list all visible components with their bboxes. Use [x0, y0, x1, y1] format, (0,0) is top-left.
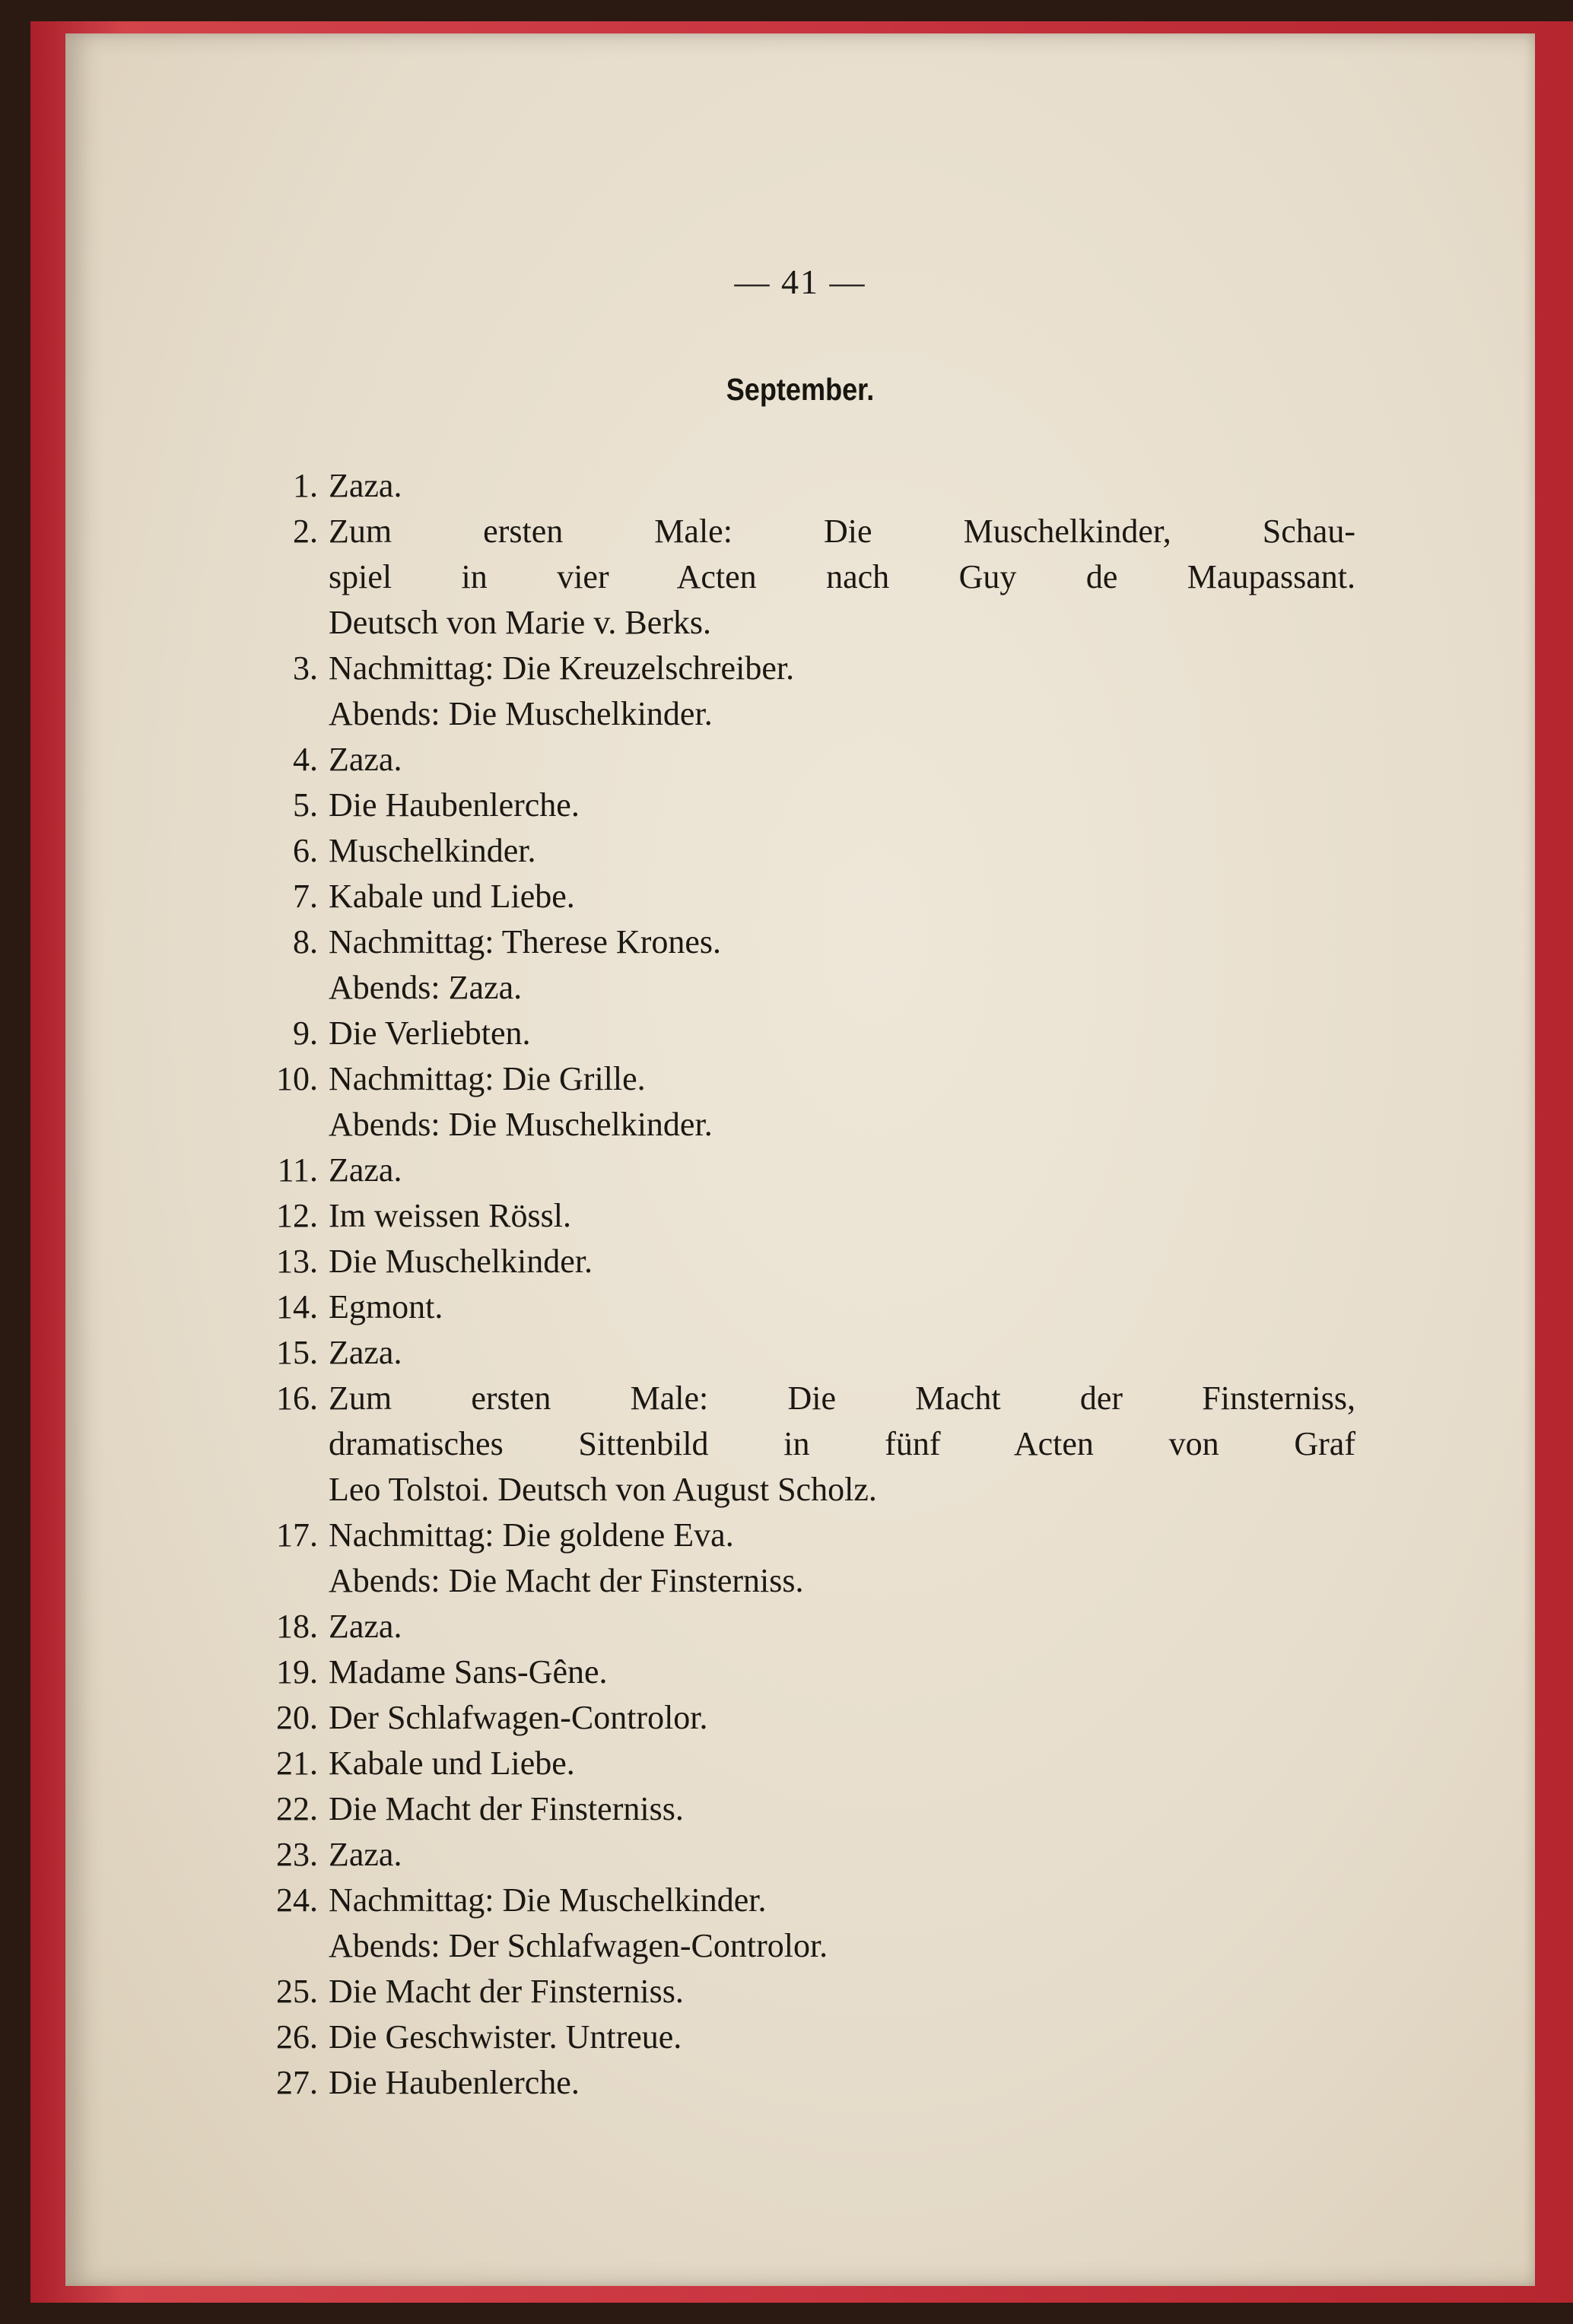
entry-number: 5.: [293, 786, 318, 824]
entry-number: 16.: [276, 1379, 318, 1417]
list-item: [248, 1832, 1355, 1878]
entry-line: Kabale und Liebe.: [329, 1745, 575, 1782]
entry-line: Zaza.: [329, 1836, 402, 1873]
entry-text: [329, 919, 1355, 1011]
entry-line: Die Muschelkinder.: [329, 1243, 593, 1280]
list-item: [248, 783, 1355, 828]
list-item: [248, 1513, 1355, 1604]
list-item: [248, 2060, 1355, 2106]
entry-text: [329, 783, 1355, 828]
entry-text: [329, 1376, 1355, 1513]
entry-line: spiel in vier Acten nach Guy de Maupassant.: [329, 558, 1355, 595]
entry-text: [329, 1330, 1355, 1376]
entry-number: 19.: [276, 1653, 318, 1691]
list-item: [248, 1604, 1355, 1649]
list-item: [248, 646, 1355, 737]
entry-line: Zaza.: [329, 741, 402, 778]
entry-line: Im weissen Rössl.: [329, 1197, 571, 1234]
entry-number: 26.: [276, 2018, 318, 2056]
entry-line: Abends: Die Macht der Finsterniss.: [329, 1562, 804, 1599]
entry-text: [329, 1878, 1355, 1969]
entry-number: 15.: [276, 1334, 318, 1371]
entry-line: Zum ersten Male: Die Muschelkinder, Schau-: [329, 513, 1355, 550]
entry-line: Madame Sans-Gêne.: [329, 1653, 608, 1691]
entry-line: Zum ersten Male: Die Macht der Finsterniss,: [329, 1379, 1355, 1417]
entry-number: 17.: [276, 1516, 318, 1554]
entry-line: Deutsch von Marie v. Berks.: [329, 604, 712, 641]
entry-line: Der Schlafwagen-Controlor.: [329, 1699, 708, 1736]
entry-line: Abends: Zaza.: [329, 969, 523, 1006]
list-item: [248, 463, 1355, 509]
entry-text: [329, 1786, 1355, 1832]
list-item: [248, 1011, 1355, 1056]
entry-number: 18.: [276, 1608, 318, 1645]
entry-line: Zaza.: [329, 1151, 402, 1189]
entry-line: Abends: Der Schlafwagen-Controlor.: [329, 1927, 828, 1964]
entry-text: [329, 1011, 1355, 1056]
list-item: [248, 2014, 1355, 2060]
entry-number: 4.: [293, 741, 318, 778]
entry-line: Leo Tolstoi. Deutsch von August Scholz.: [329, 1471, 877, 1508]
entry-text: [329, 1056, 1355, 1148]
list-item: [248, 1969, 1355, 2014]
entry-number: 11.: [277, 1151, 318, 1189]
entry-number: 12.: [276, 1197, 318, 1234]
entry-number: 21.: [276, 1745, 318, 1782]
list-item: [248, 509, 1355, 646]
entry-number: 10.: [276, 1060, 318, 1097]
list-item: [248, 1056, 1355, 1148]
entry-text: [329, 1193, 1355, 1239]
entry-number: 14.: [276, 1288, 318, 1326]
entry-text: [329, 1649, 1355, 1695]
entry-number: 6.: [293, 832, 318, 869]
entry-line: Die Macht der Finsterniss.: [329, 1790, 684, 1827]
entry-text: [329, 2060, 1355, 2106]
entry-line: Nachmittag: Die Grille.: [329, 1060, 646, 1097]
list-item: [248, 1695, 1355, 1741]
entry-number: 25.: [276, 1973, 318, 2010]
entry-number: 1.: [293, 467, 318, 504]
entry-text: [329, 1148, 1355, 1193]
entry-line: Abends: Die Muschelkinder.: [329, 1106, 713, 1143]
entry-line: Die Verliebten.: [329, 1014, 531, 1052]
list-item: [248, 874, 1355, 919]
entry-text: [329, 1284, 1355, 1330]
list-item: [248, 1148, 1355, 1193]
entry-text: [329, 1969, 1355, 2014]
entry-number: 23.: [276, 1836, 318, 1873]
list-item: [248, 1239, 1355, 1284]
entry-number: 24.: [276, 1881, 318, 1919]
entry-number: 13.: [276, 1243, 318, 1280]
entry-line: Zaza.: [329, 1334, 402, 1371]
entry-line: Zaza.: [329, 1608, 402, 1645]
entry-line: Nachmittag: Die Kreuzelschreiber.: [329, 649, 795, 687]
list-item: [248, 1330, 1355, 1376]
entry-line: Nachmittag: Die Muschelkinder.: [329, 1881, 767, 1919]
entry-line: Nachmittag: Therese Krones.: [329, 923, 722, 960]
entry-line: dramatisches Sittenbild in fünf Acten von Graf: [329, 1425, 1355, 1462]
entry-line: Die Haubenlerche.: [329, 2064, 580, 2101]
entry-text: [329, 1604, 1355, 1649]
entry-number: 3.: [293, 649, 318, 687]
entry-number: 22.: [276, 1790, 318, 1827]
entry-text: [329, 2014, 1355, 2060]
list-item: [248, 737, 1355, 783]
list-item: [248, 828, 1355, 874]
entry-number: 8.: [293, 923, 318, 960]
list-item: [248, 1786, 1355, 1832]
entry-text: [329, 1239, 1355, 1284]
list-item: [248, 1741, 1355, 1786]
month-heading: September.: [726, 372, 875, 407]
entry-number: 9.: [293, 1014, 318, 1052]
entry-number: 2.: [293, 513, 318, 550]
entry-line: Abends: Die Muschelkinder.: [329, 695, 713, 732]
entry-number: 27.: [276, 2064, 318, 2101]
entry-line: Nachmittag: Die goldene Eva.: [329, 1516, 734, 1554]
entry-line: Zaza.: [329, 467, 402, 504]
entry-text: [329, 1513, 1355, 1604]
entry-text: [329, 737, 1355, 783]
list-item: [248, 1193, 1355, 1239]
entry-text: [329, 828, 1355, 874]
list-item: [248, 1376, 1355, 1513]
entry-text: [329, 874, 1355, 919]
entry-text: [329, 1695, 1355, 1741]
list-item: [248, 1878, 1355, 1969]
entry-text: [329, 1741, 1355, 1786]
entry-number: 7.: [293, 878, 318, 915]
entry-line: Egmont.: [329, 1288, 443, 1326]
entry-line: Die Haubenlerche.: [329, 786, 580, 824]
list-item: [248, 1284, 1355, 1330]
list-item: [248, 919, 1355, 1011]
performance-list: [248, 463, 1355, 2106]
entry-line: Muschelkinder.: [329, 832, 536, 869]
list-item: [248, 1649, 1355, 1695]
entry-number: 20.: [276, 1699, 318, 1736]
entry-text: [329, 463, 1355, 509]
entry-text: [329, 1832, 1355, 1878]
entry-line: Kabale und Liebe.: [329, 878, 575, 915]
page-number: — 41 —: [734, 262, 866, 301]
entry-line: Die Macht der Finsterniss.: [329, 1973, 684, 2010]
book-page: [65, 33, 1535, 2286]
entry-line: Die Geschwister. Untreue.: [329, 2018, 682, 2056]
entry-text: [329, 646, 1355, 737]
entry-text: [329, 509, 1355, 646]
